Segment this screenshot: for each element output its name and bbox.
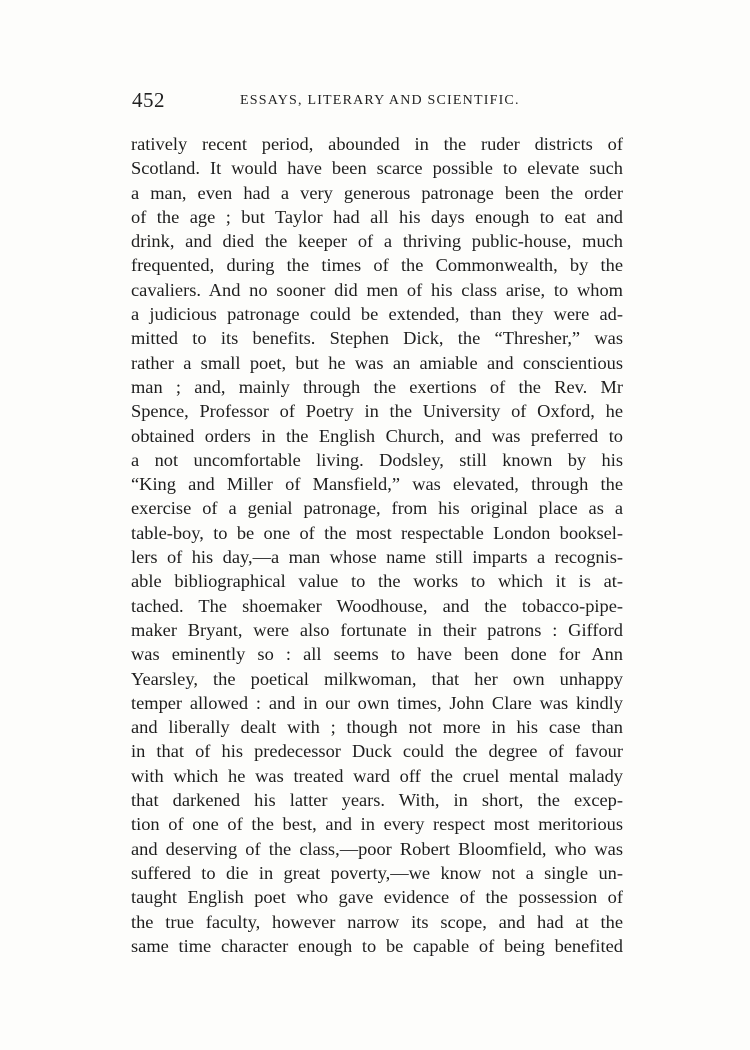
text-line: ratively recent period, abounded in the ruder districts of [131, 134, 623, 154]
page-number: 452 [132, 88, 165, 112]
text-line: the true faculty, however narrow its scope, and had at the [131, 911, 623, 932]
text-line: mitted to its benefits. Stephen Dick, the “Thresher,” was [131, 328, 623, 349]
page-header [130, 88, 624, 118]
text-line: taught English poet who gave evidence of the possession of [131, 887, 623, 908]
text-line: maker Bryant, were also fortunate in their patrons : Gifford [131, 619, 623, 640]
text-line: frequented, during the times of the Commonwealth, by the [131, 255, 623, 276]
text-line: tion of one of the best, and in every respect most meritorious [131, 814, 623, 835]
text-line: a man, even had a very generous patronage been the order [131, 182, 623, 203]
text-line: a judicious patronage could be extended, than they were ad- [131, 304, 623, 325]
running-head: ESSAYS, LITERARY AND SCIENTIFIC. [240, 93, 520, 108]
text-line: Scotland. It would have been scarce possible to elevate such [131, 158, 623, 179]
text-line: a not uncomfortable living. Dodsley, still known by his [131, 449, 623, 470]
text-line: and deserving of the class,—poor Robert Bloomfield, who was [131, 838, 623, 859]
text-line: drink, and died the keeper of a thriving public-house, much [131, 231, 623, 252]
text-line: man ; and, mainly through the exertions of the Rev. Mr [131, 376, 623, 397]
text-line: rather a small poet, but he was an amiable and conscientious [131, 352, 623, 373]
text-line: of the age ; but Taylor had all his days enough to eat and [131, 206, 623, 227]
text-line: exercise of a genial patronage, from his original place as a [131, 498, 623, 519]
text-line: same time character enough to be capable of being benefited [131, 935, 623, 956]
text-line: suffered to die in great poverty,—we know not a single un- [131, 862, 623, 883]
text-line: was eminently so : all seems to have been done for Ann [131, 644, 623, 665]
text-line: with which he was treated ward off the cruel mental malady [131, 765, 623, 786]
text-line: able bibliographical value to the works to which it is at- [131, 571, 623, 592]
text-line: temper allowed : and in our own times, John Clare was kindly [131, 692, 623, 713]
text-line: cavaliers. And no sooner did men of his class arise, to whom [131, 279, 623, 300]
text-line: and liberally dealt with ; though not more in his case than [131, 717, 623, 738]
text-line: that darkened his latter years. With, in short, the excep- [131, 790, 623, 811]
text-line: in that of his predecessor Duck could the degree of favour [131, 741, 623, 762]
text-line: table-boy, to be one of the most respectable London booksel- [131, 522, 623, 543]
text-line: obtained orders in the English Church, and was preferred to [131, 425, 623, 446]
text-line: “King and Miller of Mansfield,” was elevated, through the [131, 474, 623, 495]
text-line: Yearsley, the poetical milkwoman, that her own unhappy [131, 668, 623, 689]
text-line: lers of his day,—a man whose name still imparts a recognis- [131, 547, 623, 568]
text-line: Spence, Professor of Poetry in the University of Oxford, he [131, 401, 623, 422]
body-text [131, 132, 623, 958]
text-line: tached. The shoemaker Woodhouse, and the tobacco-pipe- [131, 595, 623, 616]
